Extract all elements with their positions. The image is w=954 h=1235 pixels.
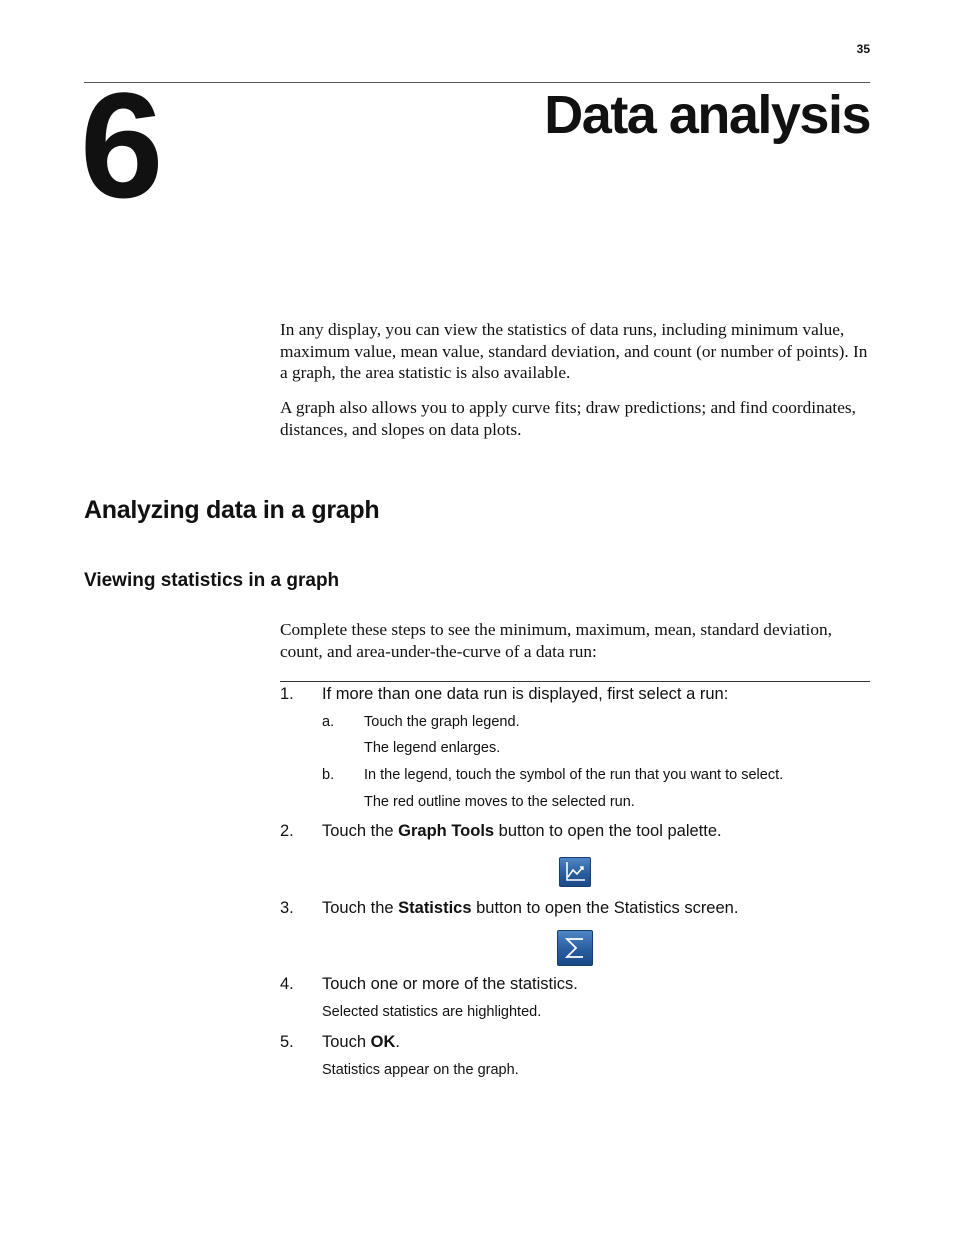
step-2-number: 2. xyxy=(280,822,294,840)
step-1a-letter: a. xyxy=(322,714,335,730)
steps-rule xyxy=(280,681,870,682)
statistics-sigma-icon xyxy=(557,930,593,966)
step-1b-text: In the legend, touch the symbol of the run that you want to select. xyxy=(364,767,784,783)
graph-tools-label: Graph Tools xyxy=(398,822,495,840)
step-1-number: 1. xyxy=(280,685,294,703)
graph-tools-icon xyxy=(559,857,591,887)
step-1-text: If more than one data run is displayed, first select a run: xyxy=(322,685,729,703)
step-1a-text: Touch the graph legend. xyxy=(364,714,520,730)
step-5-text xyxy=(322,1033,870,1052)
step-2-text-before: Touch the xyxy=(322,822,399,840)
step-4-text: Touch one or more of the statistics. xyxy=(322,975,578,993)
page-number: 35 xyxy=(856,42,870,56)
step-5-result: Statistics appear on the graph. xyxy=(322,1062,519,1078)
intro-paragraph-2: A graph also allows you to apply curve fits; draw predictions; and find coordinates, distances, and slopes on data plots. xyxy=(280,398,856,439)
step-4-number: 4. xyxy=(280,975,294,993)
subsection-heading: Viewing statistics in a graph xyxy=(84,570,340,591)
step-5-text-after: . xyxy=(395,1033,400,1051)
ok-label: OK xyxy=(370,1033,396,1051)
step-2-text xyxy=(322,822,870,841)
step-1a-result: The legend enlarges. xyxy=(364,740,501,756)
chapter-number: 6 xyxy=(80,61,158,229)
step-2-text-after: button to open the tool palette. xyxy=(494,822,722,840)
step-1b-letter: b. xyxy=(322,767,335,783)
step-3-text-before: Touch the xyxy=(322,899,399,917)
statistics-label: Statistics xyxy=(398,899,472,917)
step-3-number: 3. xyxy=(280,899,294,917)
step-3-text xyxy=(322,899,870,918)
step-5-text-before: Touch xyxy=(322,1033,371,1051)
intro-paragraph-1: In any display, you can view the statistics of data runs, including minimum value, maximum value, mean value, standard deviation, and count (or number of points). In a graph, the area statistic is also available. xyxy=(280,320,868,382)
step-4-result: Selected statistics are highlighted. xyxy=(322,1004,542,1020)
section-heading: Analyzing data in a graph xyxy=(84,496,380,524)
step-1b-result: The red outline moves to the selected run. xyxy=(364,794,635,810)
step-3-text-after: button to open the Statistics screen. xyxy=(471,899,739,917)
steps-intro: Complete these steps to see the minimum, maximum, mean, standard deviation, count, and area-under-the-curve of a data run: xyxy=(280,620,832,661)
chapter-title: Data analysis xyxy=(544,85,870,145)
step-5-number: 5. xyxy=(280,1033,294,1051)
header-rule xyxy=(84,82,870,83)
